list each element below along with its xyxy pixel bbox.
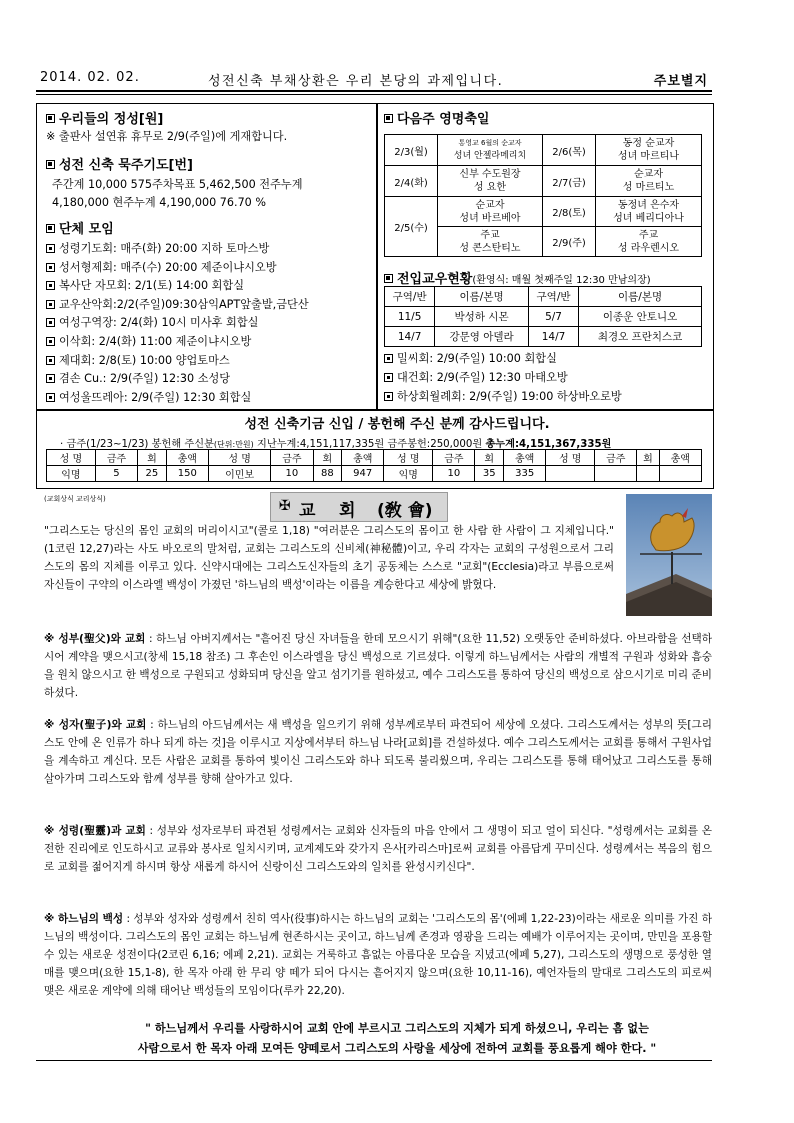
- fund-header-cell: 회: [475, 450, 504, 466]
- newcomers-header-cell: 이름/본명: [579, 287, 702, 307]
- fund-cell: [546, 466, 595, 482]
- article-section-spirit: ※ 성령(聖靈)과 교회 : 성부와 성자로부터 파견된 성령께서는 교회와 신자들의 마음 안에서 그 생명이 되고 얼이 되신다. "성령께서는 교회를 온전한 진리에로 인도하시고 교류와 봉사로 일치시키며, 교계제도와 갖가지 은사[카리스마]로써 교회를 아름답게 꾸미신다. 성령께서는 복음의 힘으로 교회를 젊어지게 하시며 항상 새롭게 하시어 신랑이신 그리스도와의 일치를 완성시키신다".: [44, 825, 712, 873]
- fund-cell: 947: [342, 466, 384, 482]
- feast-date: 2/8(토): [552, 208, 586, 219]
- group-meeting-item: 겸손 Cu.: 2/9(주일) 12:30 소성당: [46, 370, 230, 386]
- feast-table: [384, 134, 702, 257]
- checkbox-bullet-icon: [384, 373, 393, 382]
- checkbox-bullet-icon: [384, 354, 393, 363]
- fund-cell: 35: [475, 466, 504, 482]
- checkbox-bullet-icon: [46, 244, 55, 253]
- newcomers-cell: 최경오 프란치스코: [579, 327, 702, 347]
- fund-cell: 88: [313, 466, 342, 482]
- offering-note: ※ 출판사 설연휴 휴무로 2/9(주일)에 게재합니다.: [46, 130, 288, 143]
- fund-cell: 10: [271, 466, 313, 482]
- feast-row: [385, 197, 702, 227]
- fund-cell: 25: [138, 466, 167, 482]
- article-title-hanja: (敎 會): [377, 501, 433, 521]
- feast-saint-name: 성녀 베리디아나: [613, 212, 684, 224]
- offering-title: 우리들의 정성[원]: [46, 108, 163, 127]
- prayer-line-2: 4,180,000 현주누계 4,190,000 76.70 %: [52, 196, 266, 209]
- feast-saint-name: 성 라우렌시오: [617, 242, 680, 254]
- header-title: 성전신축 부채상환은 우리 본당의 과제입니다.: [208, 74, 504, 89]
- fund-header-cell: 성 명: [208, 450, 270, 466]
- header-date: 2014. 02. 02.: [40, 70, 140, 85]
- article-title: 교 회: [299, 501, 356, 521]
- article-closing-1: " 하느님께서 우리를 사랑하시어 교회 안에 부르시고 그리스도의 지체가 되게 하셨으니, 우리는 흠 없는: [145, 1022, 649, 1035]
- checkbox-bullet-icon: [46, 374, 55, 383]
- feast-date: 2/7(금): [552, 177, 586, 189]
- fund-header-cell: 회: [637, 450, 659, 466]
- newcomers-cell: 14/7: [385, 327, 435, 347]
- fund-cell: 5: [95, 466, 137, 482]
- fund-header-cell: 금주: [271, 450, 313, 466]
- newcomers-cell: 14/7: [528, 327, 578, 347]
- article-intro: "그리스도는 당신의 몸인 교회의 머리이시고"(콜로 1,18) "여러분은 그리스도의 몸이고 한 사람 한 사람이 그 지체입니다."(1코린 12,27)라는 사도 바오로의 말처럼, 교회는 그리스도의 신비체(神秘體)이고, 우리 각자는 교회의 구성원으로서 그리스도의 몸의 지체를 이루고 있다. 신약시대에는 그리스도신자들의 초기 공동체는 스스로 "교회"(Ecclesia)라고 부름으로써 자신들이 구약의 이스라엘 백성이 가졌던 '하느님의 백성'이라는 이름을 계승한다고 세상에 밝혔다.: [44, 525, 614, 591]
- newcomers-row: [385, 327, 702, 347]
- checkbox-bullet-icon: [46, 337, 55, 346]
- feast-row: [385, 135, 702, 166]
- fund-header-cell: 회: [313, 450, 342, 466]
- fund-header-cell: 금주: [433, 450, 475, 466]
- meeting-item: 하상회월례회: 2/9(주일) 19:00 하상바오로방: [384, 388, 622, 404]
- groups-title: 단체 모임: [46, 218, 114, 237]
- feast-saint-title: 순교자: [475, 199, 505, 211]
- footer-rule: [36, 1060, 712, 1061]
- fund-cell: 10: [433, 466, 475, 482]
- fund-header-cell: 금주: [95, 450, 137, 466]
- square-bullet-icon: [384, 274, 393, 283]
- prayer-title: 성전 신축 묵주기도[번]: [46, 154, 193, 173]
- article-title-banner: [270, 492, 448, 522]
- fund-cell: 익명: [47, 466, 96, 482]
- feast-date: 2/3(월): [394, 146, 428, 158]
- checkbox-bullet-icon: [46, 300, 55, 309]
- checkbox-bullet-icon: [46, 281, 55, 290]
- feast-row: [385, 166, 702, 197]
- group-meeting-item: 제대회: 2/8(토) 10:00 양업토마스: [46, 352, 230, 368]
- fund-header-cell: 성 명: [47, 450, 96, 466]
- newcomers-header-cell: 이름/본명: [435, 287, 529, 307]
- feast-saint-name: 성녀 안젤라메리치: [453, 151, 527, 161]
- feast-saint-title: 주교: [480, 229, 500, 241]
- checkbox-bullet-icon: [46, 356, 55, 365]
- feast-saint-title: 신부 수도원장: [459, 169, 521, 180]
- feast-saint-name: 성녀 바르베아: [459, 212, 521, 224]
- article-section-people: ※ 하느님의 백성 : 성부와 성자와 성령께서 친히 역사(役事)하시는 하느님의 교회는 '그리스도의 몸'(에페 1,22-23)이라는 새로운 의미를 가진 하느님의 백성이다. 그리스도의 몸인 교회는 하느님께 현존하시는 곳이고, 하느님께 존경과 영광을 드리는 예배가 이루어지는 곳이며, 만민을 포용할 수 있는 새로운 성전이다(2코린 6,16; 에페 2,21). 교회는 거룩하고 흠없는 아름다운 모습을 지녔고(에페 5,27), 그리스도의 생명으로 풍성한 열매를 맺으며(요한 15,1-8), 한 목자 아래 한 무리 양 떼가 되어 다시는 흩어지지 않으며(요한 10,11-16), 예언자들의 말대로 그리스도의 피로써 맺은 새로운 계약에 의해 태어난 백성들의 모임이다(루카 22,20).: [44, 913, 712, 997]
- feast-saint-title: 동정녀 은수자: [617, 199, 680, 211]
- newcomers-header-cell: 구역/반: [528, 287, 578, 307]
- fund-header-cell: 성 명: [546, 450, 595, 466]
- newcomers-cell: 박성하 시몬: [435, 307, 529, 327]
- feast-date: 2/6(목): [552, 146, 586, 158]
- article-category: (교회상식 교리상식): [44, 495, 106, 503]
- group-meeting-item: 성서형제회: 매주(수) 20:00 제준이냐시오방: [46, 259, 277, 275]
- square-bullet-icon: [46, 224, 55, 233]
- header-rule-bottom: [36, 94, 712, 95]
- newcomers-row: [385, 307, 702, 327]
- checkbox-bullet-icon: [384, 392, 393, 401]
- fund-cell: 익명: [384, 466, 433, 482]
- group-meeting-item: 교우산악회:2/2(주일)09:30삼익APT앞출발,금단산: [46, 296, 309, 312]
- newcomers-cell: 이종운 안토니오: [579, 307, 702, 327]
- fund-summary: · 금주(1/23~1/23) 봉헌해 주신분(단위:만원) 지난누계:4,151,117,335원 금주봉헌:250,000원 총누계:4,151,367,335원: [60, 439, 612, 450]
- square-bullet-icon: [46, 160, 55, 169]
- newcomers-table: [384, 286, 702, 347]
- fund-table: [46, 449, 702, 482]
- newcomers-note: (환영식: 매월 첫째주일 12:30 만남의장): [472, 275, 651, 286]
- header-subtitle: 주보별지: [653, 74, 708, 89]
- square-bullet-icon: [46, 114, 55, 123]
- fund-cell: [595, 466, 637, 482]
- prayer-line-1: 주간계 10,000 575주차목표 5,462,500 전주누계: [52, 178, 303, 191]
- fund-header-cell: 성 명: [384, 450, 433, 466]
- fund-header-cell: 총액: [342, 450, 384, 466]
- header-rule-top: [36, 90, 712, 92]
- newcomers-header-cell: 구역/반: [385, 287, 435, 307]
- fund-cell: 335: [504, 466, 546, 482]
- article-closing-2: 사람으로서 한 목자 아래 모여든 양떼로서 그리스도의 사랑을 세상에 전하여 교회를 풍요롭게 해야 한다. ": [137, 1042, 657, 1055]
- page-header: [36, 70, 712, 88]
- cross-icon: ✠: [279, 498, 291, 514]
- newcomers-cell: 11/5: [385, 307, 435, 327]
- fund-header-cell: 총액: [166, 450, 208, 466]
- fund-cell: 150: [166, 466, 208, 482]
- group-meeting-item: 이삭회: 2/4(화) 11:00 제준이냐시오방: [46, 333, 251, 349]
- feast-saint-name: 성 콘스탄티노: [459, 242, 521, 254]
- feast-title: 다음주 영명축일: [384, 108, 489, 127]
- checkbox-bullet-icon: [46, 263, 55, 272]
- feast-date: 2/9(주): [552, 238, 586, 249]
- square-bullet-icon: [384, 114, 393, 123]
- newcomers-cell: 5/7: [528, 307, 578, 327]
- checkbox-bullet-icon: [46, 393, 55, 402]
- fund-cell: [637, 466, 659, 482]
- fund-title: 성전 신축기금 신입 / 봉헌해 주신 분께 감사드립니다.: [244, 417, 550, 432]
- meeting-item: 대건회: 2/9(주일) 12:30 마태오방: [384, 369, 568, 385]
- fund-header-cell: 회: [138, 450, 167, 466]
- fund-header-row: [47, 450, 702, 466]
- fund-header-cell: 금주: [595, 450, 637, 466]
- fund-header-cell: 총액: [659, 450, 701, 466]
- feast-saint-name: 성 요한: [473, 182, 507, 193]
- newcomers-header-row: [385, 287, 702, 307]
- group-meeting-item: 여성구역장: 2/4(화) 10시 미사후 회합실: [46, 314, 258, 330]
- article-section-son: ※ 성자(聖子)와 교회 : 하느님의 아드님께서는 새 백성을 일으키기 위해 성부께로부터 파견되어 세상에 오셨다. 그리스도께서는 성부의 뜻[그리스도 안에 온 인류가 하나 되게 하는 것]을 이루시고 지상에서부터 하느님 나라[교회]를 건설하셨다. 예수 그리스도께서는 교회를 통해서 구원사업을 계속하고 계신다. 모든 사람은 교회를 통하여 빛이신 그리스도와 하나 되도록 불리웠으며, 우리는 그리스도를 통해 태어났고 그리스도를 통해 살아가며 그리스도와 함께 성부를 향해 살아가고 있다.: [44, 719, 712, 785]
- group-meeting-item: 여성울뜨레아: 2/9(주일) 12:30 회합실: [46, 389, 251, 405]
- newcomers-cell: 강문영 아델라: [435, 327, 529, 347]
- feast-saint-name: 성 마르티노: [622, 182, 675, 193]
- article-section-father: ※ 성부(聖父)와 교회 : 하느님 아버지께서는 "흩어진 당신 자녀들을 한데 모으시기 위해"(요한 11,52) 오랫동안 준비하셨다. 아브라함을 선택하시어 계약을 맺으시고(창세 15,18 참조) 그 후손인 이스라엘을 당신 백성으로 기르셨다. 이렇게 하느님께서는 사람의 개별적 구원과 성화와 흠숭을 원치 않으시고 한 백성으로 구원되고 성화되며 당신을 알고 섬기기를 원하셨고, 예수 그리스도를 통하여 당신의 백성으로 삼으시기로 미리 준비하셨다.: [44, 633, 712, 699]
- fund-donor-row: [47, 466, 702, 482]
- feast-date: 2/5(수): [394, 223, 428, 234]
- feast-saint-name: 성녀 마르티나: [617, 151, 680, 162]
- feast-saint-title: 통영교 6월의 순교자: [458, 139, 522, 147]
- checkbox-bullet-icon: [46, 318, 55, 327]
- newcomers-title: 전입교우현황(환영식: 매월 첫째주일 12:30 만남의장): [384, 268, 651, 287]
- group-meeting-item: 복사단 자모회: 2/1(토) 14:00 회합실: [46, 277, 244, 293]
- fund-cell: [659, 466, 701, 482]
- feast-saint-title: 순교자: [634, 169, 663, 180]
- group-meeting-item: 성령기도회: 매주(화) 20:00 지하 토마스방: [46, 240, 269, 256]
- feast-saint-title: 주교: [638, 229, 659, 241]
- feast-saint-title: 동정 순교자: [622, 138, 675, 149]
- fund-cell: 이민보: [208, 466, 270, 482]
- fund-header-cell: 총액: [504, 450, 546, 466]
- meeting-item: 밀씨회: 2/9(주일) 10:00 회합실: [384, 350, 557, 366]
- feast-date: 2/4(화): [394, 177, 428, 189]
- rooster-weathervane-image: [626, 494, 712, 616]
